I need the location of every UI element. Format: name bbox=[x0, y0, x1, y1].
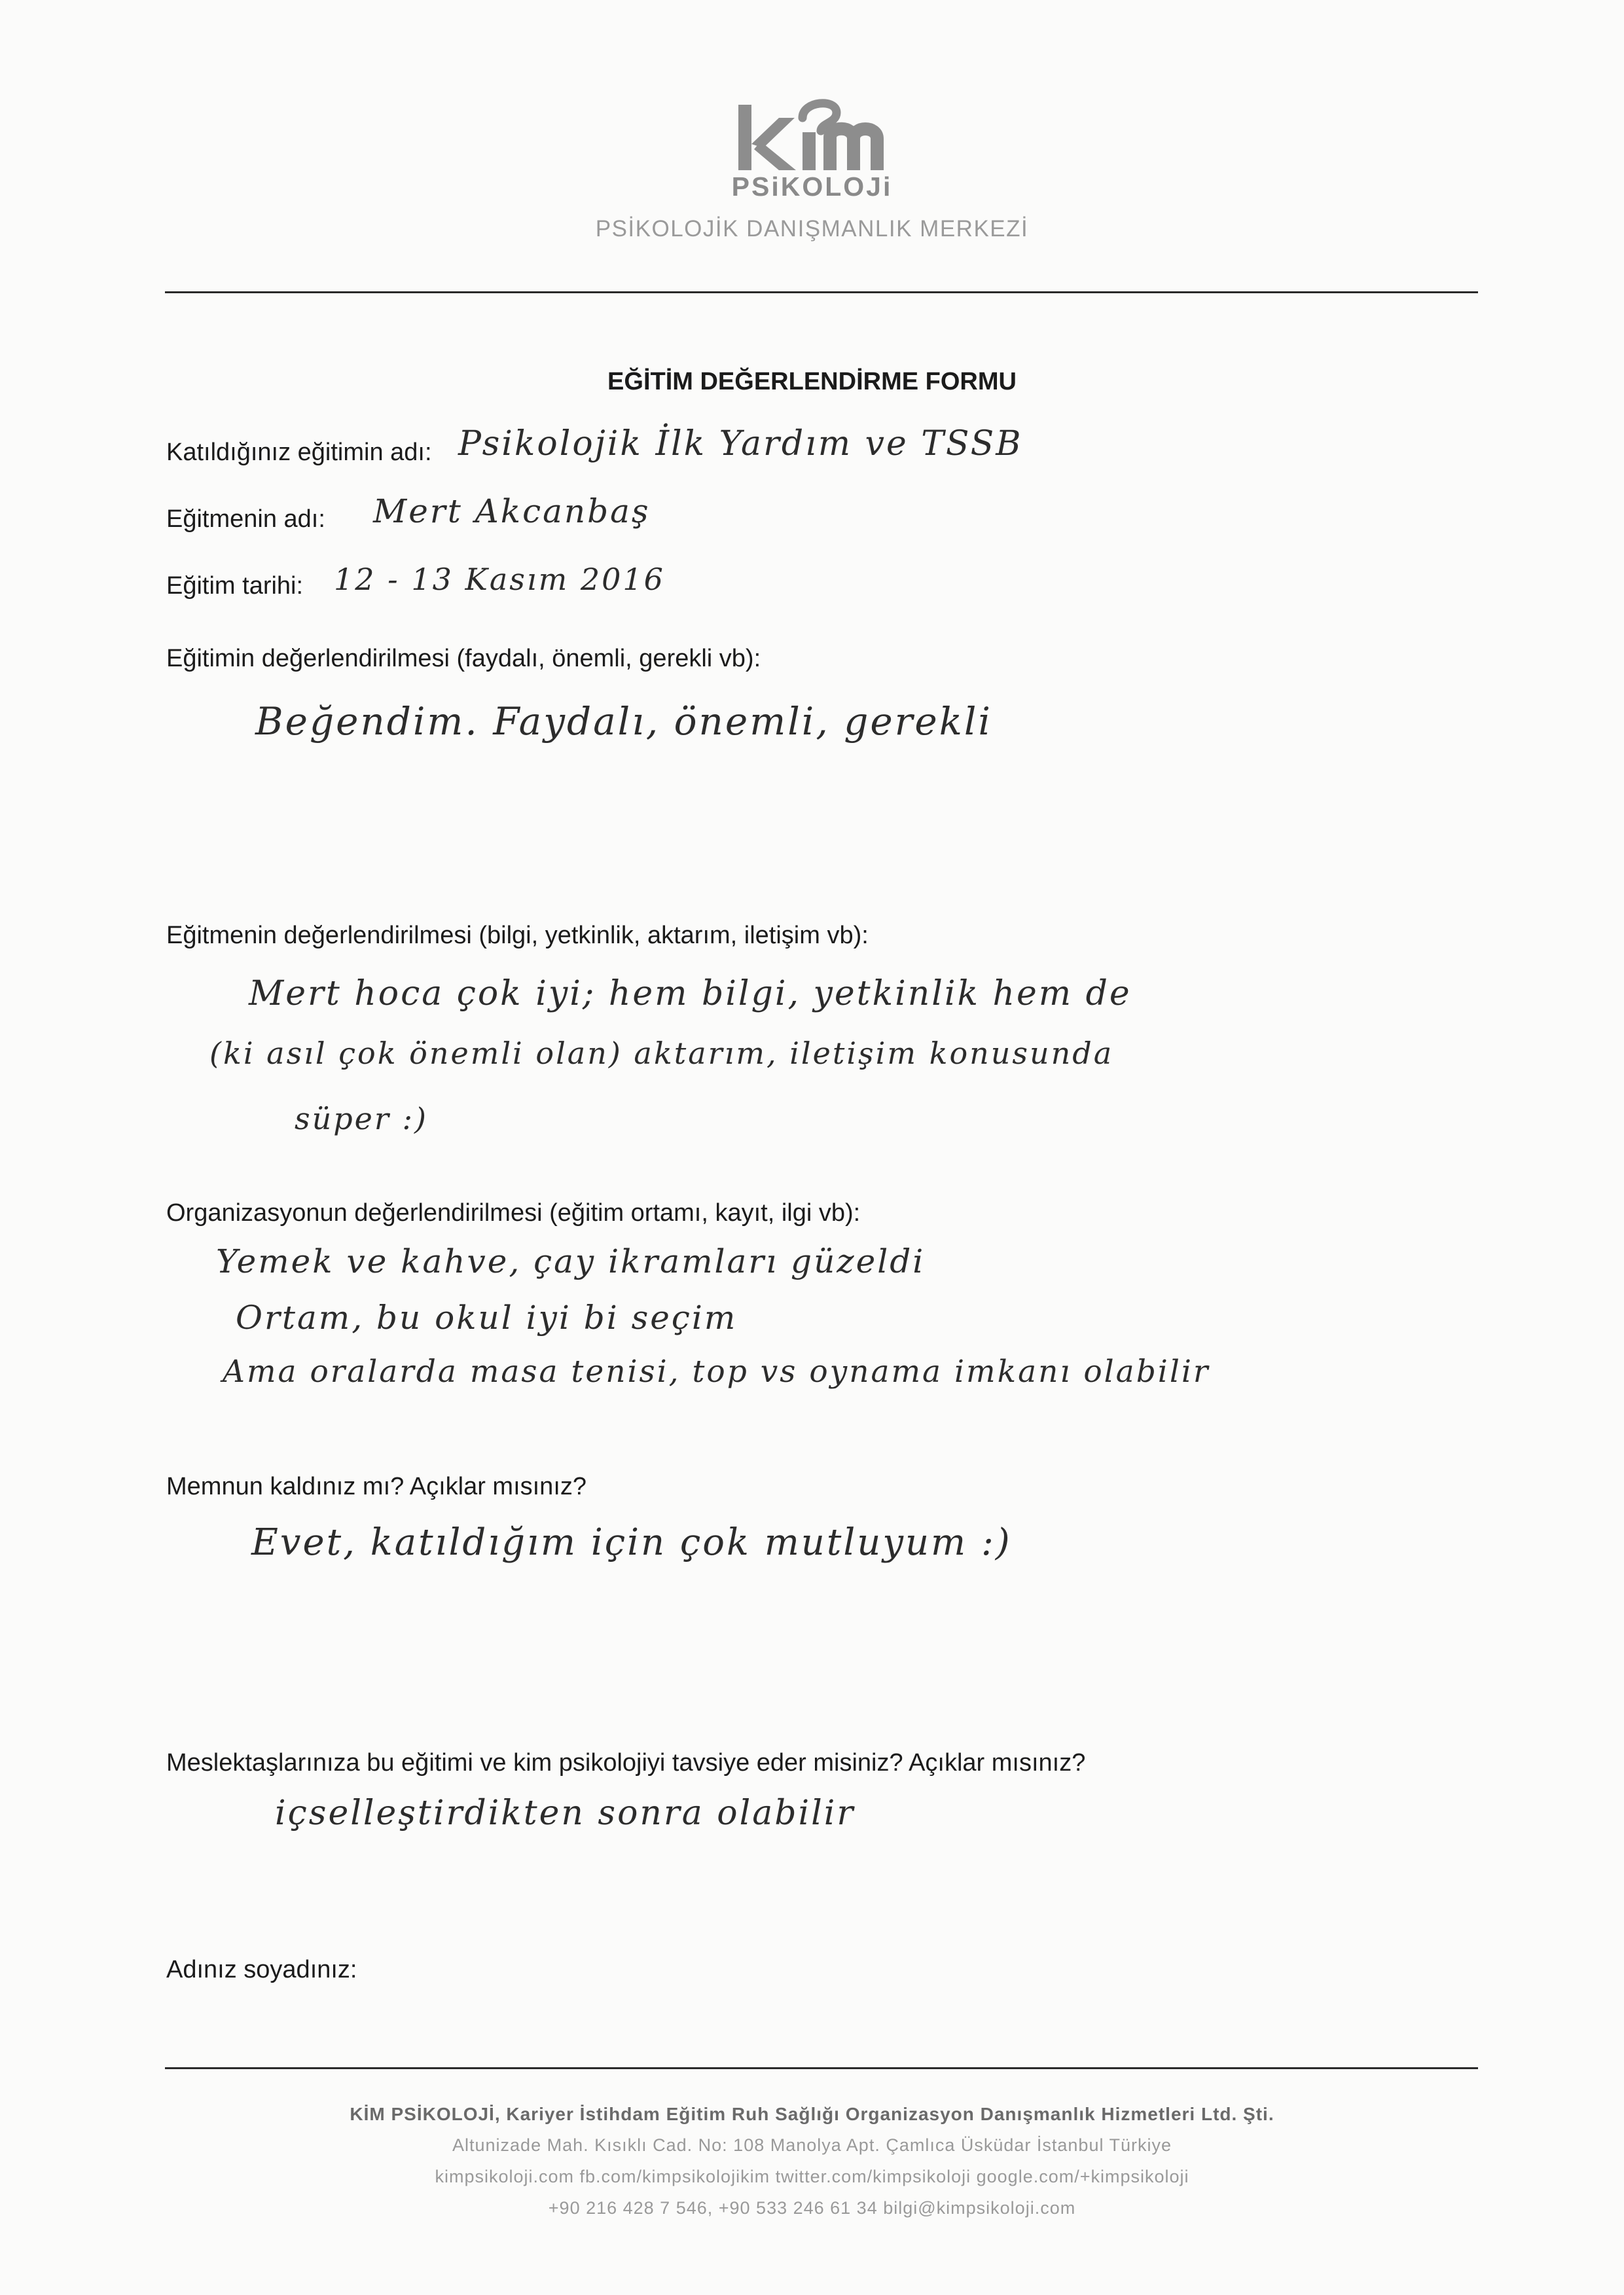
training-eval-label: Eğitimin değerlendirilmesi (faydalı, önemli, gerekli vb): bbox=[166, 645, 761, 672]
organization-eval-answer-line: Yemek ve kahve, çay ikramları güzeldi bbox=[216, 1242, 926, 1280]
footer-company-rest: , Kariyer İstihdam Eğitim Ruh Sağlığı Organizasyon Danışmanlık Hizmetleri Ltd. Şti. bbox=[494, 2104, 1274, 2124]
recommendation-answer-line: içselleştirdikten sonra olabilir bbox=[275, 1794, 856, 1833]
trainer-name-value: Mert Akcanbaş bbox=[373, 492, 651, 530]
organization-eval-label: Organizasyonun değerlendirilmesi (eğitim ortamı, kayıt, ilgi vb): bbox=[166, 1199, 861, 1227]
trainer-eval-answer-line: süper :) bbox=[295, 1101, 428, 1136]
footer-company-name: KİM PSİKOLOJİ bbox=[350, 2104, 495, 2124]
kim-logo-icon bbox=[738, 98, 915, 177]
footer-contact: +90 216 428 7 546, +90 533 246 61 34 bilgi@kimpsikoloji.com bbox=[548, 2198, 1076, 2218]
training-name-value: Psikolojik İlk Yardım ve TSSB bbox=[458, 424, 1023, 463]
satisfaction-label: Memnun kaldınız mı? Açıklar mısınız? bbox=[166, 1473, 587, 1500]
footer-divider bbox=[165, 2067, 1478, 2069]
trainer-eval-answer-line: (ki asıl çok önemli olan) aktarım, iletişim konusunda bbox=[209, 1036, 1114, 1071]
header-divider bbox=[165, 291, 1478, 293]
name-label: Adınız soyadınız: bbox=[166, 1956, 357, 1983]
training-eval-answer-line: Beğendim. Faydalı, önemli, gerekli bbox=[255, 699, 992, 744]
training-name-label: Katıldığınız eğitimin adı: bbox=[166, 439, 432, 466]
recommendation-label: Meslektaşlarınıza bu eğitimi ve kim psikolojiyi tavsiye eder misiniz? Açıklar mısınız? bbox=[166, 1749, 1086, 1777]
center-name: PSİKOLOJİK DANIŞMANLIK MERKEZİ bbox=[595, 216, 1029, 242]
satisfaction-answer-line: Evet, katıldığım için çok mutluyum :) bbox=[251, 1521, 1012, 1564]
organization-eval-answer-line: Ama oralarda masa tenisi, top vs oynama imkanı olabilir bbox=[223, 1354, 1210, 1390]
trainer-eval-label: Eğitmenin değerlendirilmesi (bilgi, yetkinlik, aktarım, iletişim vb): bbox=[166, 922, 869, 949]
trainer-name-label: Eğitmenin adı: bbox=[166, 505, 325, 533]
form-title: EĞİTİM DEĞERLENDİRME FORMU bbox=[607, 368, 1017, 395]
logo-wordmark: PSiKOLOJi bbox=[731, 172, 893, 202]
footer-web-links: kimpsikoloji.com fb.com/kimpsikolojikim twitter.com/kimpsikoloji google.com/+kimpsikoloji bbox=[435, 2167, 1189, 2186]
footer-company bbox=[0, 2104, 1624, 2125]
training-date-label: Eğitim tarihi: bbox=[166, 572, 304, 600]
footer-address: Altunizade Mah. Kısıklı Cad. No: 108 Manolya Apt. Çamlıca Üsküdar İstanbul Türkiye bbox=[452, 2135, 1172, 2155]
training-date-value: 12 - 13 Kasım 2016 bbox=[334, 562, 665, 597]
organization-eval-answer-line: Ortam, bu okul iyi bi seçim bbox=[236, 1299, 738, 1337]
trainer-eval-answer-line: Mert hoca çok iyi; hem bilgi, yetkinlik hem de bbox=[249, 974, 1132, 1013]
